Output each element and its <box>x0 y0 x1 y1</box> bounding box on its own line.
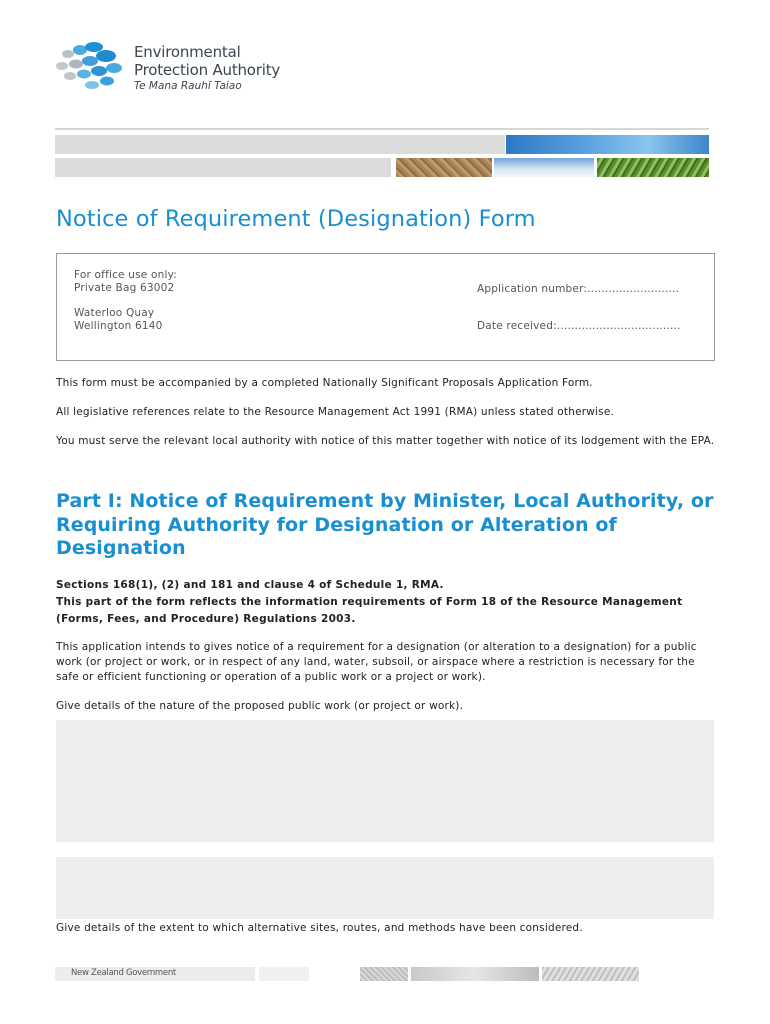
epa-logo-mark-icon <box>54 40 126 92</box>
banner-strip-grey-lower <box>55 158 391 177</box>
banner-image-water <box>506 135 709 154</box>
banner-image-fern <box>597 158 709 177</box>
office-use-box <box>56 253 715 361</box>
footer-strip <box>55 967 639 981</box>
address-city: Wellington 6140 <box>74 320 163 332</box>
address-po-box: Private Bag 63002 <box>74 282 175 294</box>
footer-image-water <box>411 967 539 981</box>
form-reference: This part of the form reflects the information requirements of Form 18 of the Resource Management (Forms, Fees, and Procedure) Regulations 2003. <box>56 596 683 625</box>
nz-government-logo: New Zealand Government <box>71 968 176 978</box>
part1-legal-refs <box>56 577 716 628</box>
intro-accompany-note: This form must be accompanied by a completed Nationally Significant Proposals Application Form. <box>56 377 593 389</box>
footer-strip-light <box>259 967 309 981</box>
part1-heading: Part I: Notice of Requirement by Minister, Local Authority, or Requiring Authority for Designation or Alteration of Designation <box>56 490 714 559</box>
intro-serve-note: You must serve the relevant local authority with notice of this matter together with notice of its lodgement with the EPA. <box>56 435 715 447</box>
page-title: Notice of Requirement (Designation) Form <box>56 206 536 232</box>
org-name-line2: Protection Authority <box>134 61 281 79</box>
office-use-label: For office use only: <box>74 269 177 281</box>
footer-image-fern <box>542 967 639 981</box>
question-alternatives: Give details of the extent to which alternative sites, routes, and methods have been considered. <box>56 922 583 934</box>
address-street: Waterloo Quay <box>74 307 155 319</box>
banner-image-sky <box>494 158 594 177</box>
nature-of-work-field[interactable] <box>56 720 714 842</box>
footer-image-sand <box>360 967 408 981</box>
org-name-maori: Te Mana Rauhī Taiao <box>134 80 242 92</box>
banner-image-sand <box>396 158 492 177</box>
header-rule <box>55 128 709 130</box>
date-received-field: Date received:................................... <box>477 320 681 332</box>
epa-logo <box>54 40 294 100</box>
additional-details-field[interactable] <box>56 857 714 919</box>
part1-intent: This application intends to gives notice of a requirement for a designation (or alteration to a designation) for a public work (or project or work, or in respect of any land, water, subsoil, or airspace where a restriction is necessary for the safe or efficient functioning or operation of a public work or a project or work). <box>56 641 697 683</box>
banner-strip-grey <box>55 135 505 154</box>
application-number-field: Application number:.......................... <box>477 283 680 295</box>
org-name-line1: Environmental <box>134 43 241 61</box>
sections-reference: Sections 168(1), (2) and 181 and clause 4 of Schedule 1, RMA. <box>56 579 444 591</box>
epa-logo-text <box>134 43 280 92</box>
intro-legislation-note: All legislative references relate to the Resource Management Act 1991 (RMA) unless stated otherwise. <box>56 406 615 418</box>
question-nature-of-work: Give details of the nature of the proposed public work (or project or work). <box>56 700 464 712</box>
